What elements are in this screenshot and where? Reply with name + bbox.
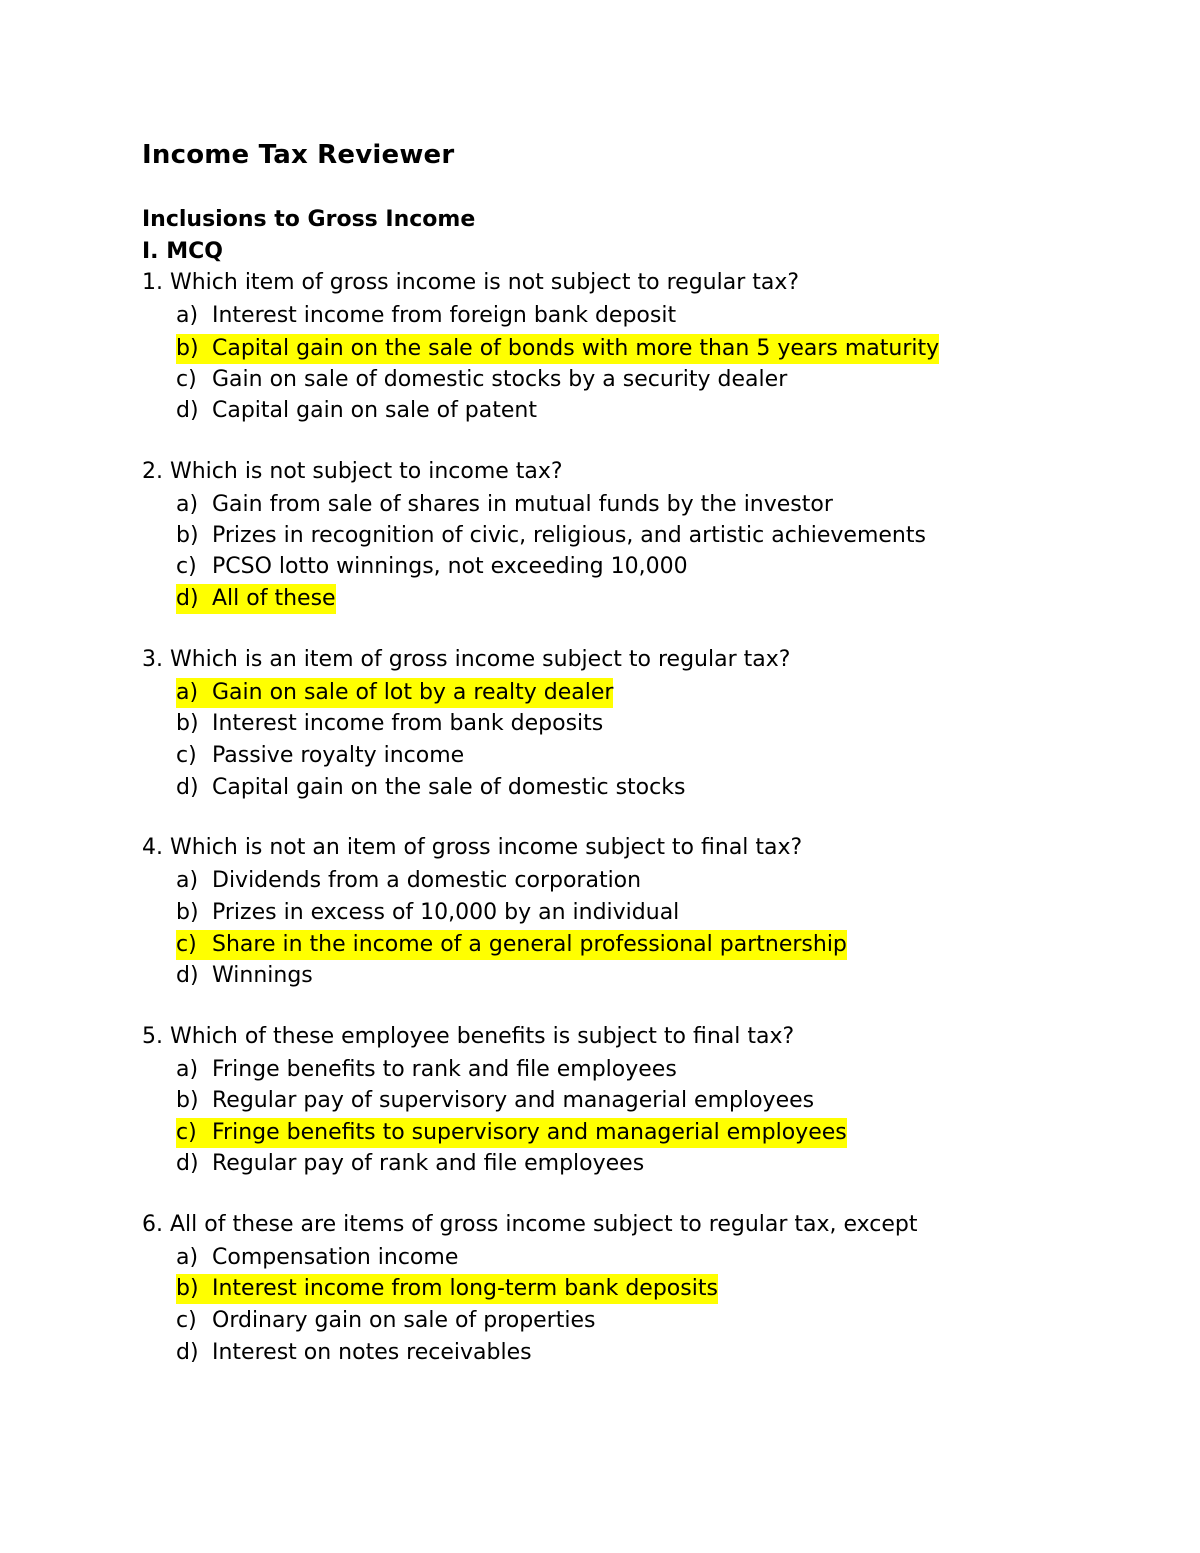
option-letter: b) [176,711,199,736]
option-text: Prizes in recognition of civic, religious, and artistic achievements [212,523,926,548]
option-letter: a) [176,680,199,705]
option-letter: d) [176,1151,199,1176]
option-text: Share in the income of a general professional partnership [212,932,847,957]
q1-option-b [176,334,939,364]
question-4: 4. Which is not an item of gross income subject to final tax? [142,835,803,860]
q2-option-b [176,521,926,551]
option-text: PCSO lotto winnings, not exceeding 10,000 [212,554,688,579]
option-letter: a) [176,492,199,517]
option-text: Capital gain on the sale of bonds with more than 5 years maturity [212,336,940,361]
option-letter: c) [176,743,197,768]
option-letter: b) [176,336,199,361]
q3-option-c [176,741,464,771]
q4-option-a [176,866,641,896]
q2-option-c [176,552,688,582]
document-title: Income Tax Reviewer [142,140,455,170]
option-letter: d) [176,1340,199,1365]
q5-option-a [176,1055,677,1085]
option-text: Capital gain on sale of patent [212,398,537,423]
option-letter: d) [176,963,199,988]
option-text: Interest income from bank deposits [212,711,604,736]
option-text: Prizes in excess of 10,000 by an individual [212,900,680,925]
option-text: Ordinary gain on sale of properties [212,1308,596,1333]
option-text: Compensation income [212,1245,459,1270]
section-heading: Inclusions to Gross Income [142,207,476,232]
q3-option-a [176,678,613,708]
option-text: Passive royalty income [212,743,465,768]
option-letter: c) [176,554,197,579]
option-letter: a) [176,1057,199,1082]
option-text: Interest income from foreign bank deposit [212,303,677,328]
option-text: Fringe benefits to supervisory and managerial employees [212,1120,847,1145]
option-text: Gain from sale of shares in mutual funds by the investor [212,492,833,517]
question-2: 2. Which is not subject to income tax? [142,459,563,484]
option-text: Fringe benefits to rank and file employees [212,1057,677,1082]
q5-option-b [176,1086,814,1116]
option-letter: a) [176,303,199,328]
q5-option-c [176,1118,847,1148]
q3-option-d [176,773,685,803]
question-3: 3. Which is an item of gross income subject to regular tax? [142,647,791,672]
part-heading: I. MCQ [142,239,223,264]
q6-option-c [176,1306,595,1336]
option-letter: b) [176,900,199,925]
question-5: 5. Which of these employee benefits is subject to final tax? [142,1024,795,1049]
option-text: Gain on sale of domestic stocks by a security dealer [212,367,788,392]
option-letter: c) [176,1308,197,1333]
option-text: Regular pay of rank and file employees [212,1151,645,1176]
q6-option-a [176,1243,458,1273]
q3-option-b [176,709,603,739]
option-letter: a) [176,1245,199,1270]
question-1: 1. Which item of gross income is not subject to regular tax? [142,270,800,295]
q4-option-b [176,898,679,928]
option-text: Winnings [212,963,313,988]
q1-option-d [176,396,537,426]
q6-option-b [176,1274,718,1304]
q1-option-a [176,301,676,331]
option-letter: a) [176,868,199,893]
q2-option-d [176,584,336,614]
option-letter: c) [176,932,197,957]
option-letter: d) [176,398,199,423]
option-text: Gain on sale of lot by a realty dealer [212,680,614,705]
option-text: All of these [212,586,336,611]
q6-option-d [176,1338,532,1368]
q4-option-c [176,930,847,960]
option-letter: c) [176,1120,197,1145]
q4-option-d [176,961,313,991]
q2-option-a [176,490,833,520]
option-letter: c) [176,367,197,392]
option-text: Capital gain on the sale of domestic stocks [212,775,686,800]
question-6: 6. All of these are items of gross income subject to regular tax, except [142,1212,918,1237]
option-letter: b) [176,1088,199,1113]
q1-option-c [176,365,787,395]
option-letter: d) [176,775,199,800]
option-letter: b) [176,1276,199,1301]
option-text: Interest on notes receivables [212,1340,532,1365]
option-text: Dividends from a domestic corporation [212,868,642,893]
option-letter: d) [176,586,199,611]
option-text: Interest income from long-term bank deposits [212,1276,718,1301]
option-letter: b) [176,523,199,548]
q5-option-d [176,1149,644,1179]
option-text: Regular pay of supervisory and managerial employees [212,1088,815,1113]
